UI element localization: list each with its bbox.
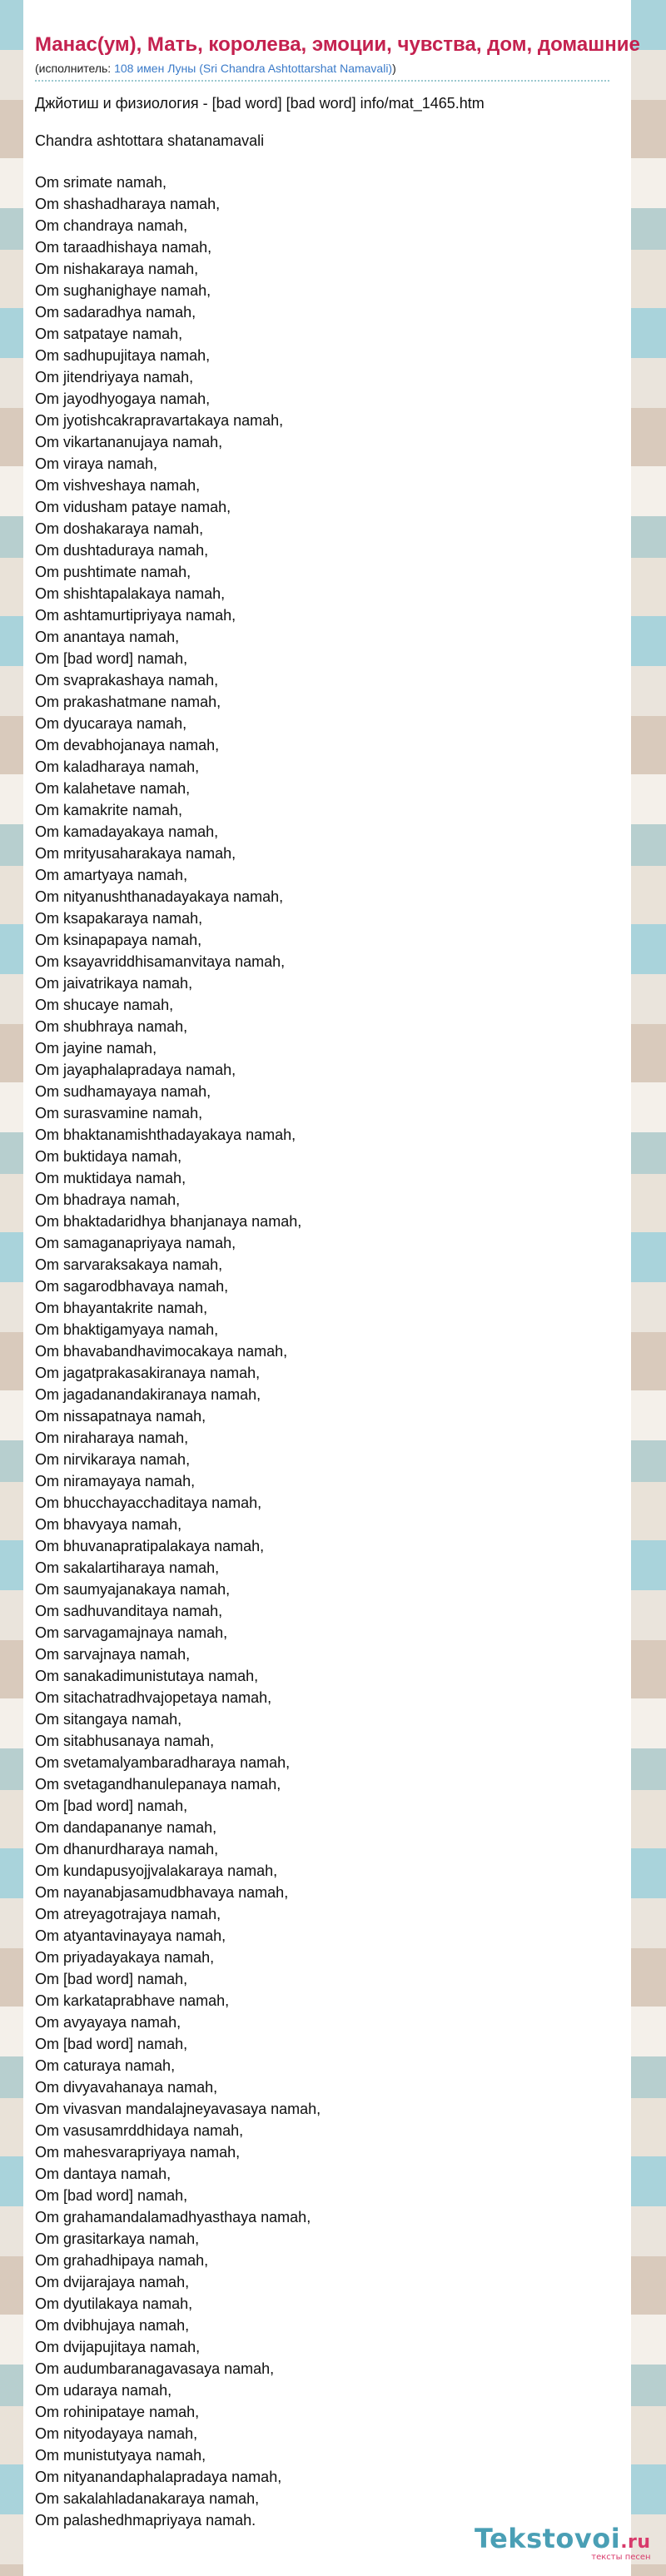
logo-name: Tekstovoi [475,2523,621,2554]
lyric-line: Om jagatprakasakiranaya namah, [35,1365,261,1381]
lyric-line: Om jayodhyogaya namah, [35,390,211,407]
lyric-line: Om niramayaya namah, [35,1473,196,1489]
lyric-line: Om satpataye namah, [35,326,183,342]
divider [35,80,609,82]
lyric-line: Om sarvajnaya namah, [35,1646,191,1663]
lyric-line: Om svaprakashaya namah, [35,672,219,689]
lyric-line: Om bhucchayacchaditaya namah, [35,1494,262,1511]
lyric-line: Om munistutyaya namah, [35,2447,206,2464]
lyric-line: Om kaladharaya namah, [35,758,200,775]
lyric-line: Om mahesvarapriyaya namah, [35,2144,241,2161]
song-title: Манас(ум), Мать, королева, эмоции, чувства, дом, домашние [35,33,640,56]
performer-link[interactable]: 108 имен Луны (Sri Chandra Ashtottarshat Namavali) [114,62,393,75]
lyric-line: Om bhaktigamyaya namah, [35,1321,219,1338]
lyric-line: Om audumbaranagavasaya namah, [35,2360,275,2377]
lyric-line: Om ksapakaraya namah, [35,910,203,927]
lyric-line: Om sughanighaye namah, [35,282,211,299]
lyric-line: Om ksayavriddhisamanvitaya namah, [35,953,286,970]
info-line: Джйотиш и физиология - [bad word] [bad word] info/mat_1465.htm [35,95,485,112]
lyric-line: Om grahamandalamadhyasthaya namah, [35,2209,311,2225]
lyric-line: Om jayine namah, [35,1040,157,1057]
lyric-line: Om svetagandhanulepanaya namah, [35,1776,281,1793]
lyric-line: Om shishtapalakaya namah, [35,585,226,602]
lyric-line: Om vidusham pataye namah, [35,499,231,515]
lyric-line: Om pushtimate namah, [35,564,191,580]
lyric-line: Om divyavahanaya namah, [35,2079,218,2096]
lyric-line: Om karkataprabhave namah, [35,1992,230,2009]
lyric-line: Om svetamalyambaradharaya namah, [35,1754,291,1771]
lyric-line: Om niraharaya namah, [35,1430,189,1446]
lyric-line: Om nayanabjasamudbhavaya namah, [35,1884,289,1901]
lyric-line: Om devabhojanaya namah, [35,737,220,753]
lyric-line: Om bhuvanapratipalakaya namah, [35,1538,265,1554]
lyric-line: Om sarvaraksakaya namah, [35,1256,223,1273]
lyric-line: Om sadhuvanditaya namah, [35,1603,223,1619]
lyric-line: Om sakalartiharaya namah, [35,1559,220,1576]
lyric-line: Om sarvagamajnaya namah, [35,1624,228,1641]
lyric-line: Om kalahetave namah, [35,780,191,797]
lyric-line: Om sadhupujitaya namah, [35,347,211,364]
lyric-line: Om bhayantakrite namah, [35,1300,208,1316]
lyric-line: Om amartyaya namah, [35,867,188,883]
site-logo[interactable] [475,2523,651,2562]
lyric-line: Om sagarodbhavaya namah, [35,1278,229,1295]
lyric-line: Om shashadharaya namah, [35,196,221,212]
lyric-line: Om srimate namah, [35,174,167,191]
lyric-line: Om atreyagotrajaya namah, [35,1906,221,1922]
lyric-line: Om nityanandaphalapradaya namah, [35,2469,282,2485]
lyric-line: Om nityanushthanadayakaya namah, [35,888,284,905]
lyric-line: Om viraya namah, [35,455,158,472]
lyric-line: Om [bad word] namah, [35,1798,188,1814]
lyric-line: Om surasvamine namah, [35,1105,203,1121]
lyric-line: Om dyucaraya namah, [35,715,187,732]
lyric-line: Om avyayaya namah, [35,2014,181,2031]
lyric-line: Om samaganapriyaya namah, [35,1235,236,1251]
lyric-line: Om nissapatnaya namah, [35,1408,206,1425]
performer-suffix: ) [392,62,396,75]
lyric-line: Om shucaye namah, [35,997,174,1013]
logo-tld: .ru [620,2532,651,2553]
lyric-line: Om sitachatradhvajopetaya namah, [35,1689,272,1706]
performer-line [35,62,631,75]
lyric-line: Om sitangaya namah, [35,1711,182,1728]
lyric-line: Om dandapananye namah, [35,1819,217,1836]
lyric-line: Om [bad word] namah, [35,650,188,667]
lyric-line: Om grasitarkaya namah, [35,2230,200,2247]
lyric-line: Om buktidaya namah, [35,1148,182,1165]
lyric-line: Om ashtamurtipriyaya namah, [35,607,236,624]
lyric-line: Om bhavabandhavimocakaya namah, [35,1343,288,1360]
lyric-line: Om sakalahladanakaraya namah, [35,2490,260,2507]
lyrics-subtitle: Chandra ashtottara shatanamavali [35,132,265,149]
lyric-line: Om taraadhishaya namah, [35,239,212,256]
lyric-line: Om sadaradhya namah, [35,304,196,321]
lyric-line: Om vasusamrddhidaya namah, [35,2122,244,2139]
lyric-line: Om jagadanandakiranaya namah, [35,1386,261,1403]
lyric-line: Om anantaya namah, [35,629,180,645]
lyric-line: Om vishveshaya namah, [35,477,201,494]
lyric-line: Om jitendriyaya namah, [35,369,194,385]
lyric-line: Om [bad word] namah, [35,1971,188,1987]
lyric-line: Om jyotishcakrapravartakaya namah, [35,412,284,429]
lyric-line: Om mrityusaharakaya namah, [35,845,236,862]
lyric-line: Om udaraya namah, [35,2382,172,2399]
lyric-line: Om priyadayakaya namah, [35,1949,215,1966]
lyric-line: Om kamadayakaya namah, [35,823,219,840]
lyric-line: Om saumyajanakaya namah, [35,1581,231,1598]
lyric-line: Om prakashatmane namah, [35,694,221,710]
lyric-line: Om bhadraya namah, [35,1191,181,1208]
lyric-line: Om jayaphalapradaya namah, [35,1062,236,1078]
lyric-line: Om nityodayaya namah, [35,2425,198,2442]
logo-tagline: тексты песен [591,2553,651,2562]
lyric-line: Om vivasvan mandalajneyavasaya namah, [35,2101,321,2117]
lyric-line: Om [bad word] namah, [35,2036,188,2052]
lyric-line: Om nirvikaraya namah, [35,1451,191,1468]
lyric-line: Om doshakaraya namah, [35,520,204,537]
lyric-line: Om shubhraya namah, [35,1018,188,1035]
lyric-line: Om palashedhmapriyaya namah. [35,2512,256,2529]
lyric-line: Om sitabhusanaya namah, [35,1733,215,1749]
lyric-line: Om dyutilakaya namah, [35,2295,193,2312]
lyric-line: Om dvijarajaya namah, [35,2274,190,2290]
lyric-line: Om dhanurdharaya namah, [35,1841,219,1857]
lyric-line: Om muktidaya namah, [35,1170,186,1186]
lyric-line: Om kamakrite namah, [35,802,183,818]
lyric-line: Om dushtaduraya namah, [35,542,209,559]
lyric-line: Om dvibhujaya namah, [35,2317,190,2334]
lyric-line: Om kundapusyojjvalakaraya namah, [35,1862,278,1879]
lyric-line: Om sudhamayaya namah, [35,1083,211,1100]
lyrics-block [35,172,631,2531]
lyric-line: Om bhaktanamishthadayakaya namah, [35,1126,296,1143]
lyric-line: Om dantaya namah, [35,2166,171,2182]
lyric-line: Om [bad word] namah, [35,2187,188,2204]
lyric-line: Om chandraya namah, [35,217,188,234]
lyric-line: Om grahadhipaya namah, [35,2252,209,2269]
lyric-line: Om caturaya namah, [35,2057,176,2074]
lyric-line: Om atyantavinayaya namah, [35,1927,226,1944]
lyric-line: Om dvijapujitaya namah, [35,2339,201,2355]
lyric-line: Om jaivatrikaya namah, [35,975,193,992]
lyric-line: Om sanakadimunistutaya namah, [35,1668,259,1684]
lyric-line: Om nishakaraya namah, [35,261,199,277]
lyric-line: Om bhavyaya namah, [35,1516,182,1533]
lyric-line: Om bhaktadaridhya bhanjanaya namah, [35,1213,302,1230]
performer-prefix: (исполнитель: [35,62,115,75]
lyric-line: Om rohinipataye namah, [35,2404,200,2420]
lyric-line: Om vikartananujaya namah, [35,434,223,450]
lyric-line: Om ksinapapaya namah, [35,932,202,948]
